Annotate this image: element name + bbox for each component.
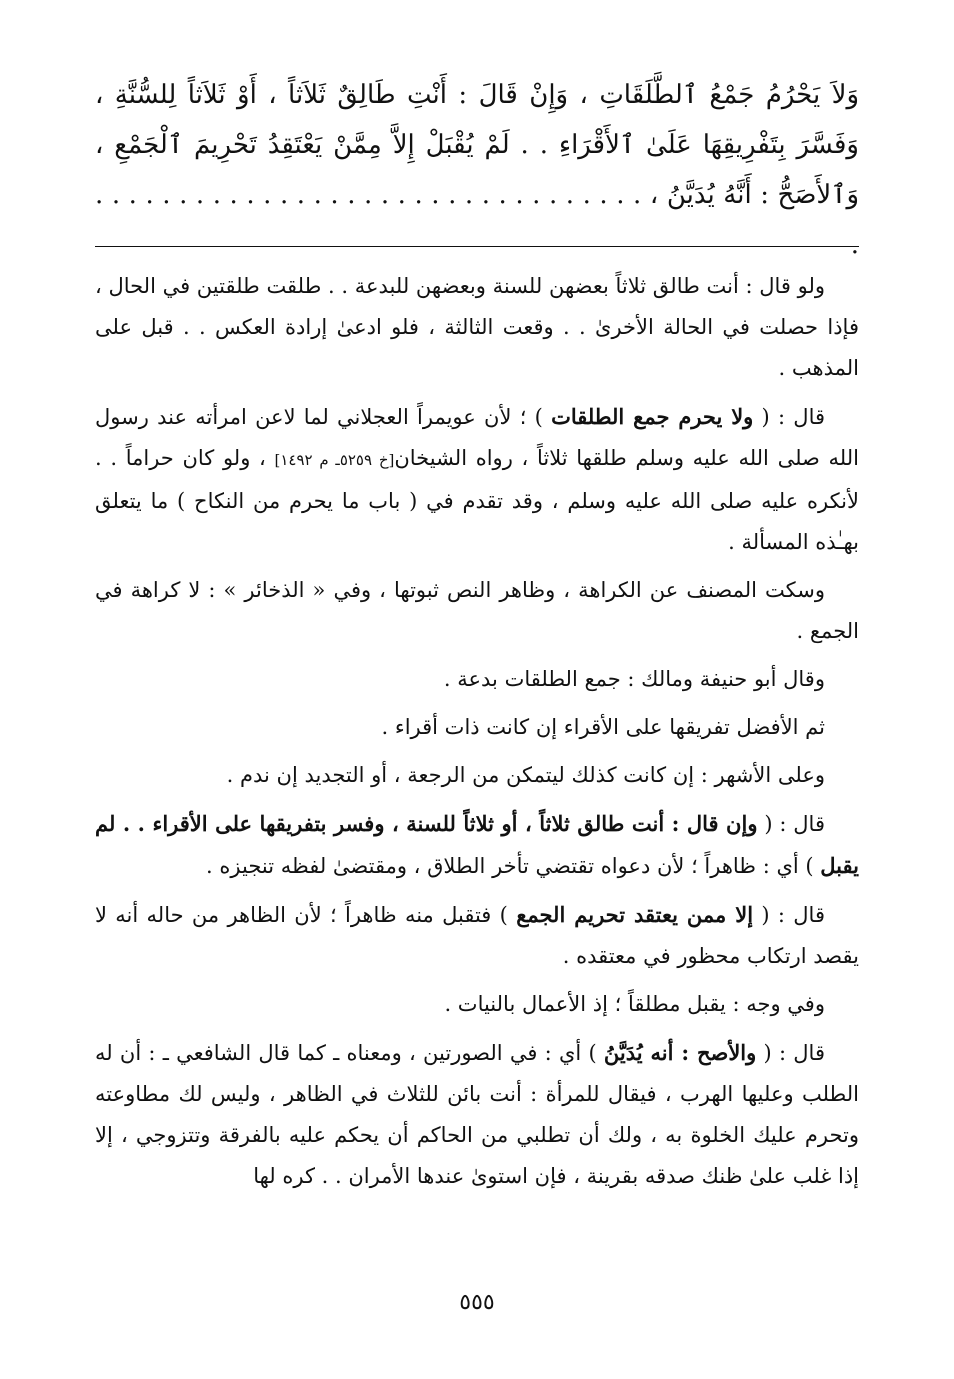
paragraph-text: وقال أبو حنيفة ومالك : جمع الطلقات بدعة . xyxy=(443,667,825,691)
commentary-paragraph xyxy=(95,707,859,748)
paragraph-text: وسكت المصنف عن الكراهة ، وظاهر النص ثبوتها ، وفي « الذخائر » : لا كراهة في الجمع . xyxy=(95,578,859,643)
hadith-reference: [خ ٥٢٥٩ـ م ١٤٩٢] xyxy=(274,451,395,469)
quoted-matn: ولا يحرم جمع الطلقات xyxy=(551,404,754,429)
paragraph-text: ) ؛ لأن عويمراً العجلاني لما لاعن امرأته عند رسول الله صلى الله عليه وسلم طلقها ثلاثاً ، رواه الشيخان xyxy=(95,405,859,470)
paragraph-text: ) فتقبل منه ظاهراً ؛ لأن الظاهر من حاله أنه لا يقصد ارتكاب محظور في معتقده . xyxy=(95,903,859,968)
commentary-paragraph xyxy=(95,570,859,652)
commentary-paragraph xyxy=(95,894,859,977)
page-number: ٥٥٥ xyxy=(459,1290,495,1315)
paragraph-text: وعلى الأشهر : إن كانت كذلك ليتمكن من الرجعة ، أو التجديد إن ندم . xyxy=(226,763,825,787)
paragraph-text: ) أي : ظاهراً ؛ لأن دعواه تقتضي تأخر الطلاق ، ومقتضىٰ لفظه تنجيزه . xyxy=(206,854,821,878)
paragraph-text: قال : ( xyxy=(757,812,825,836)
paragraph-text: ثم الأفضل تفريقها على الأقراء إن كانت ذات أقراء . xyxy=(381,715,825,739)
paragraph-text: ، ولو كان حراماً . . لأنكره عليه صلى الله عليه وسلم ، وقد تقدم في ( باب ما يحرم من النكاح ) ما يتعلق بهـٰذه المسألة . xyxy=(95,446,859,554)
commentary-paragraph xyxy=(95,984,859,1025)
paragraph-text: وفي وجه : يقبل مطلقاً ؛ إذ الأعمال بالنيات . xyxy=(444,992,825,1016)
paragraph-text: ولو قال : أنت طالق ثلاثاً بعضهن للسنة وبعضهن للبدعة . . طلقت طلقتين في الحال ، فإذا حصلت في الحالة الأخرىٰ . . وقعت الثالثة ، فلو ادعىٰ إرادة العكس . . قبل على المذهب . xyxy=(95,274,859,380)
commentary-paragraph xyxy=(95,803,859,887)
commentary-paragraph xyxy=(95,266,859,389)
divider-line xyxy=(95,246,859,247)
commentary xyxy=(95,266,859,1204)
main-text-body: وَلاَ يَحْرُمُ جَمْعُ ٱلطَّلَقَاتِ ، وَإِنْ قَالَ : أَنْتِ طَالِقٌ ثَلاَثاً ، أَوْ ثَلاَثاً لِلسُّنَّةِ ، وَفَسَّرَ بِتَفْرِيقِهَا عَلَىٰ ٱلأَقْرَاءِ . . لَمْ يُقْبَلْ إِلاَّ مِمَّنْ يَعْتَقِدُ تَحْرِيمَ ٱلْجَمْعِ ، وَٱلأَصَحُّ : أَنَّهُ يُدَيَّنُ ، xyxy=(95,80,860,210)
quoted-matn: والأصح : أنه يُدَيَّنُ xyxy=(603,1040,757,1065)
main-text xyxy=(95,70,859,270)
quoted-matn: إلا ممن يعتقد تحريم الجمع xyxy=(516,902,754,927)
commentary-paragraph xyxy=(95,755,859,796)
paragraph-text: قال : ( xyxy=(753,903,825,927)
paragraph-text: قال : ( xyxy=(756,1041,825,1065)
paragraph-text: ) أي : في الصورتين ، ومعناه ـ كما قال الشافعي ـ : أن له الطلب وعليها الهرب ، فيقال للمرأة : أنت بائن للثلاث في الظاهر ، وليس لك مطاوعته وتحرم عليك الخلوة به ، ولك أن تطلبي من الحاكم أن يحكم عليه بالفرقة وتتزوجي ، إلا إذا غلب علىٰ ظنك صدقه بقرينة ، فإن استوىٰ عندها الأمران . . كره لها xyxy=(95,1041,859,1188)
main-text-dots: . . . . . . . . . . . . . . . . . . . . . . . . . . . . . . . . . . xyxy=(95,180,859,260)
paragraph-text: قال : ( xyxy=(753,405,826,429)
quoted-matn: وإن قال : أنت طالق ثلاثاً ، أو ثلاثاً للسنة ، وفسر بتفريقها على الأقراء . . لم يقبل xyxy=(95,811,859,878)
commentary-paragraph xyxy=(95,396,859,563)
commentary-paragraph xyxy=(95,659,859,700)
commentary-paragraph xyxy=(95,1032,859,1197)
